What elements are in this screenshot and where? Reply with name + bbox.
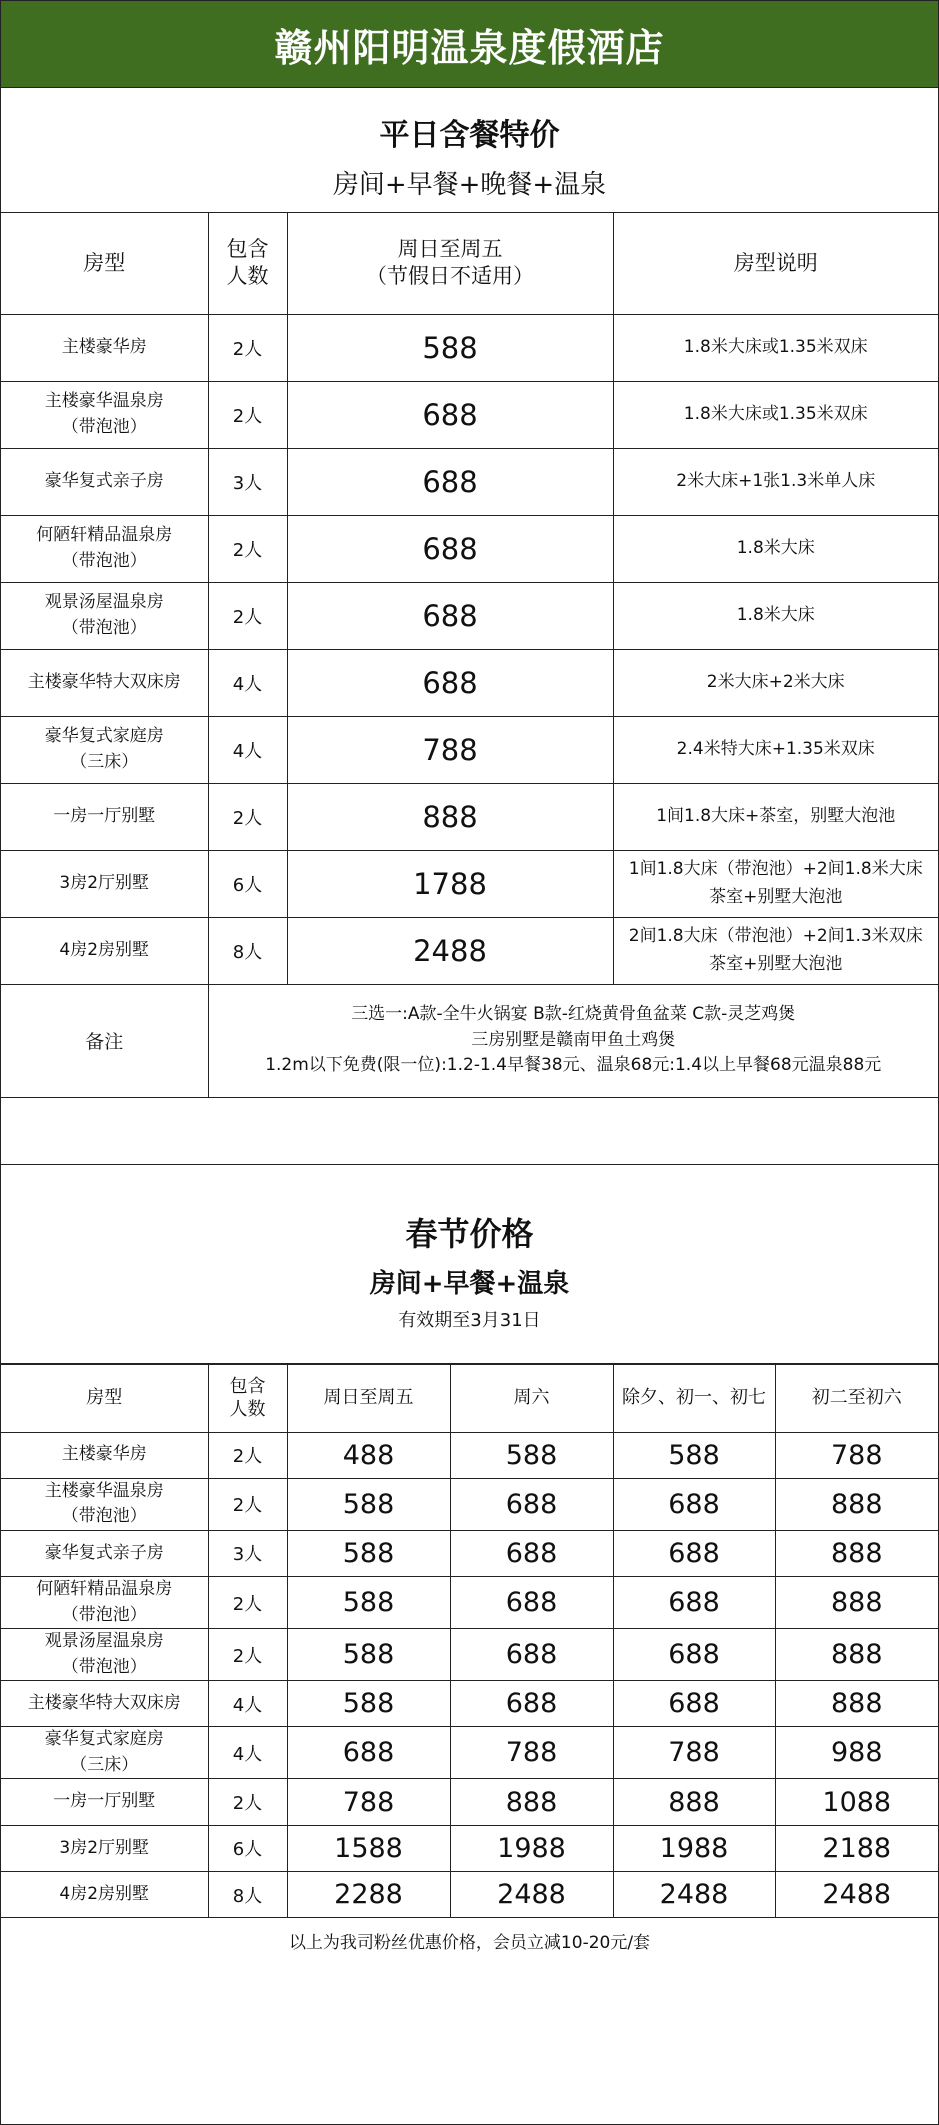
room-name bbox=[1, 381, 208, 448]
people-count: 2人 bbox=[208, 1779, 287, 1825]
spring-validity: 有效期至3月31日 bbox=[398, 1309, 541, 1331]
room-description bbox=[613, 917, 938, 984]
people-count: 2人 bbox=[208, 314, 287, 381]
room-name bbox=[1, 649, 208, 716]
room-name bbox=[1, 1871, 208, 1917]
price-day2-day6: 888 bbox=[775, 1629, 938, 1681]
header-people: 包含 人数 bbox=[208, 1364, 287, 1432]
description-line: 2.4米特大床+1.35米双床 bbox=[676, 738, 875, 759]
room-name-line: 何陋轩精品温泉房 bbox=[36, 1579, 173, 1600]
room-name bbox=[1, 783, 208, 850]
spring-room-row bbox=[1, 1681, 938, 1727]
weekday-price: 788 bbox=[287, 716, 613, 783]
room-name-note: （三床） bbox=[70, 1754, 139, 1775]
people-count: 2人 bbox=[208, 582, 287, 649]
header-sun-fri: 周日至周五 bbox=[287, 1364, 450, 1432]
price-saturday: 2488 bbox=[450, 1871, 613, 1917]
spring-room-row bbox=[1, 1432, 938, 1478]
room-description bbox=[613, 448, 938, 515]
price-sun-fri: 788 bbox=[287, 1779, 450, 1825]
description-line: 2米大床+2米大床 bbox=[706, 671, 845, 692]
spring-room-row bbox=[1, 1478, 938, 1530]
people-count: 6人 bbox=[208, 850, 287, 917]
price-eve-day1-day7: 1988 bbox=[613, 1825, 775, 1871]
people-count: 2人 bbox=[208, 381, 287, 448]
people-count: 4人 bbox=[208, 1727, 287, 1779]
room-name-line: 主楼豪华温泉房 bbox=[44, 1480, 164, 1501]
people-count: 2人 bbox=[208, 1577, 287, 1629]
room-name bbox=[1, 1681, 208, 1727]
price-day2-day6: 888 bbox=[775, 1577, 938, 1629]
notes-text bbox=[208, 984, 938, 1097]
footer-note-text: 以上为我司粉丝优惠价格，会员立减10-20元/套 bbox=[288, 1933, 651, 1954]
spring-room-row bbox=[1, 1871, 938, 1917]
price-sun-fri: 1588 bbox=[287, 1825, 450, 1871]
room-name-line: 3房2厅别墅 bbox=[59, 872, 150, 893]
room-name bbox=[1, 515, 208, 582]
header-room-description: 房型说明 bbox=[613, 213, 938, 314]
room-name bbox=[1, 1530, 208, 1576]
room-name bbox=[1, 1432, 208, 1478]
room-name-line: 3房2厅别墅 bbox=[59, 1837, 150, 1858]
people-count: 2人 bbox=[208, 1432, 287, 1478]
room-name-note: （带泡池） bbox=[61, 617, 147, 638]
price-saturday: 1988 bbox=[450, 1825, 613, 1871]
price-eve-day1-day7: 688 bbox=[613, 1629, 775, 1681]
description-line: 2米大床+1张1.3米单人床 bbox=[676, 470, 876, 491]
spring-room-row bbox=[1, 1727, 938, 1779]
price-day2-day6: 1088 bbox=[775, 1779, 938, 1825]
room-name-note: （带泡池） bbox=[61, 550, 147, 571]
room-name-note: （带泡池） bbox=[61, 1506, 147, 1527]
spring-table-header bbox=[1, 1364, 938, 1432]
room-name-line: 主楼豪华温泉房 bbox=[44, 391, 164, 411]
weekday-room-row bbox=[1, 917, 938, 984]
room-description bbox=[613, 649, 938, 716]
room-name bbox=[1, 850, 208, 917]
price-eve-day1-day7: 888 bbox=[613, 1779, 775, 1825]
spring-room-row bbox=[1, 1629, 938, 1681]
weekday-price: 588 bbox=[287, 314, 613, 381]
weekday-room-row bbox=[1, 850, 938, 917]
weekday-room-row bbox=[1, 649, 938, 716]
weekday-price: 688 bbox=[287, 381, 613, 448]
price-eve-day1-day7: 688 bbox=[613, 1681, 775, 1727]
room-name-line: 主楼豪华特大双床房 bbox=[27, 671, 181, 692]
weekday-room-row bbox=[1, 314, 938, 381]
weekday-room-row bbox=[1, 515, 938, 582]
description-line: 茶室+别墅大泡池 bbox=[709, 953, 843, 974]
room-description bbox=[613, 582, 938, 649]
room-name bbox=[1, 314, 208, 381]
price-sun-fri: 688 bbox=[287, 1727, 450, 1779]
room-name bbox=[1, 1727, 208, 1779]
people-count: 2人 bbox=[208, 1629, 287, 1681]
room-name bbox=[1, 582, 208, 649]
header-room-type: 房型 bbox=[1, 1364, 208, 1432]
room-name bbox=[1, 716, 208, 783]
room-name-note: （三床） bbox=[70, 751, 139, 772]
room-description bbox=[613, 850, 938, 917]
description-line: 1间1.8大床（带泡池）+2间1.8米大床 bbox=[628, 859, 923, 880]
weekday-room-row bbox=[1, 582, 938, 649]
weekday-section-title: 平日含餐特价 bbox=[379, 118, 560, 153]
note-line: 1.2m以下免费(限一位):1.2-1.4早餐38元、温泉68元:1.4以上早餐68元温泉88元 bbox=[265, 1055, 882, 1076]
description-line: 2间1.8大床（带泡池）+2间1.3米双床 bbox=[628, 926, 923, 947]
spring-room-row bbox=[1, 1779, 938, 1825]
room-name-line: 4房2房别墅 bbox=[59, 1883, 150, 1904]
weekday-price: 1788 bbox=[287, 850, 613, 917]
price-eve-day1-day7: 688 bbox=[613, 1530, 775, 1576]
spring-room-row bbox=[1, 1530, 938, 1576]
room-name bbox=[1, 917, 208, 984]
header-weekday-price: 周日至周五 （节假日不适用） bbox=[287, 213, 613, 314]
price-saturday: 888 bbox=[450, 1779, 613, 1825]
room-name-note: （带泡池） bbox=[61, 1656, 147, 1677]
footer-note bbox=[1, 1918, 938, 1963]
people-count: 3人 bbox=[208, 1530, 287, 1576]
price-day2-day6: 2488 bbox=[775, 1871, 938, 1917]
price-eve-day1-day7: 2488 bbox=[613, 1871, 775, 1917]
spring-section-subtitle: 房间+早餐+温泉 bbox=[369, 1268, 570, 1299]
price-sun-fri: 588 bbox=[287, 1530, 450, 1576]
price-sun-fri: 2288 bbox=[287, 1871, 450, 1917]
weekday-section-subtitle: 房间+早餐+晚餐+温泉 bbox=[332, 170, 607, 200]
spring-room-row bbox=[1, 1825, 938, 1871]
note-line: 三选一:A款-全牛火锅宴 B款-红烧黄骨鱼盆菜 C款-灵芝鸡煲 bbox=[351, 1004, 796, 1025]
weekday-price: 2488 bbox=[287, 917, 613, 984]
room-name-line: 豪华复式家庭房 bbox=[44, 1729, 164, 1750]
room-name bbox=[1, 1629, 208, 1681]
header-saturday: 周六 bbox=[450, 1364, 613, 1432]
notes-row bbox=[1, 984, 938, 1097]
price-saturday: 688 bbox=[450, 1478, 613, 1530]
room-name-note: （带泡池） bbox=[61, 1604, 147, 1625]
room-name bbox=[1, 1478, 208, 1530]
room-description bbox=[613, 381, 938, 448]
weekday-room-row bbox=[1, 448, 938, 515]
price-saturday: 688 bbox=[450, 1530, 613, 1576]
price-eve-day1-day7: 588 bbox=[613, 1432, 775, 1478]
weekday-price: 688 bbox=[287, 448, 613, 515]
notes-label: 备注 bbox=[1, 984, 208, 1097]
room-name-line: 观景汤屋温泉房 bbox=[44, 592, 164, 612]
weekday-table-header bbox=[1, 213, 938, 314]
header-room-type: 房型 bbox=[1, 213, 208, 314]
price-sun-fri: 588 bbox=[287, 1681, 450, 1727]
price-saturday: 688 bbox=[450, 1629, 613, 1681]
people-count: 2人 bbox=[208, 783, 287, 850]
room-name-line: 一房一厅别墅 bbox=[53, 805, 156, 826]
price-saturday: 788 bbox=[450, 1727, 613, 1779]
description-line: 1.8米大床 bbox=[736, 604, 815, 625]
room-name bbox=[1, 448, 208, 515]
weekday-price: 688 bbox=[287, 582, 613, 649]
people-count: 8人 bbox=[208, 1871, 287, 1917]
room-description bbox=[613, 783, 938, 850]
weekday-price: 688 bbox=[287, 515, 613, 582]
spring-section-header bbox=[1, 1165, 938, 1364]
weekday-price-table bbox=[1, 213, 938, 1098]
weekday-room-row bbox=[1, 381, 938, 448]
price-sun-fri: 588 bbox=[287, 1577, 450, 1629]
room-name bbox=[1, 1577, 208, 1629]
room-name-line: 主楼豪华房 bbox=[61, 1444, 147, 1465]
room-name-line: 豪华复式亲子房 bbox=[44, 1542, 164, 1563]
weekday-price: 688 bbox=[287, 649, 613, 716]
description-line: 茶室+别墅大泡池 bbox=[709, 886, 843, 907]
price-day2-day6: 888 bbox=[775, 1530, 938, 1576]
price-eve-day1-day7: 688 bbox=[613, 1478, 775, 1530]
room-description bbox=[613, 515, 938, 582]
description-line: 1间1.8大床+茶室，别墅大泡池 bbox=[656, 805, 896, 826]
price-eve-day1-day7: 688 bbox=[613, 1577, 775, 1629]
price-saturday: 688 bbox=[450, 1577, 613, 1629]
room-name bbox=[1, 1825, 208, 1871]
room-name-line: 观景汤屋温泉房 bbox=[44, 1631, 164, 1652]
price-eve-day1-day7: 788 bbox=[613, 1727, 775, 1779]
people-count: 2人 bbox=[208, 1478, 287, 1530]
weekday-price: 888 bbox=[287, 783, 613, 850]
weekday-room-row bbox=[1, 783, 938, 850]
price-day2-day6: 888 bbox=[775, 1681, 938, 1727]
people-count: 4人 bbox=[208, 649, 287, 716]
spring-room-row bbox=[1, 1577, 938, 1629]
room-description bbox=[613, 716, 938, 783]
price-sun-fri: 588 bbox=[287, 1629, 450, 1681]
room-name-line: 何陋轩精品温泉房 bbox=[36, 525, 173, 545]
header-eve-day1-day7: 除夕、初一、初七 bbox=[613, 1364, 775, 1432]
people-count: 8人 bbox=[208, 917, 287, 984]
price-saturday: 688 bbox=[450, 1681, 613, 1727]
people-count: 3人 bbox=[208, 448, 287, 515]
price-sun-fri: 588 bbox=[287, 1478, 450, 1530]
section-spacer bbox=[1, 1098, 938, 1165]
room-name-note: （带泡池） bbox=[61, 416, 147, 437]
weekday-section-header bbox=[1, 88, 938, 213]
weekday-room-row bbox=[1, 716, 938, 783]
room-name bbox=[1, 1779, 208, 1825]
spring-price-table bbox=[1, 1364, 938, 1919]
description-line: 1.8米大床或1.35米双床 bbox=[683, 336, 868, 357]
description-line: 1.8米大床 bbox=[736, 537, 815, 558]
header-day2-day6: 初二至初六 bbox=[775, 1364, 938, 1432]
people-count: 6人 bbox=[208, 1825, 287, 1871]
price-saturday: 588 bbox=[450, 1432, 613, 1478]
price-day2-day6: 988 bbox=[775, 1727, 938, 1779]
description-line: 1.8米大床或1.35米双床 bbox=[683, 403, 868, 424]
room-description bbox=[613, 314, 938, 381]
price-day2-day6: 2188 bbox=[775, 1825, 938, 1871]
room-name-line: 豪华复式家庭房 bbox=[44, 726, 164, 746]
price-sun-fri: 488 bbox=[287, 1432, 450, 1478]
price-day2-day6: 788 bbox=[775, 1432, 938, 1478]
room-name-line: 4房2房别墅 bbox=[59, 939, 150, 960]
room-name-line: 一房一厅别墅 bbox=[53, 1791, 156, 1812]
note-line: 三房别墅是赣南甲鱼土鸡煲 bbox=[471, 1029, 676, 1050]
header-people: 包含 人数 bbox=[208, 213, 287, 314]
room-name-line: 主楼豪华房 bbox=[61, 336, 147, 357]
people-count: 4人 bbox=[208, 1681, 287, 1727]
room-name-line: 豪华复式亲子房 bbox=[44, 470, 164, 491]
price-day2-day6: 888 bbox=[775, 1478, 938, 1530]
room-name-line: 主楼豪华特大双床房 bbox=[27, 1692, 181, 1713]
hotel-title: 赣州阳明温泉度假酒店 bbox=[274, 25, 665, 70]
people-count: 2人 bbox=[208, 515, 287, 582]
hotel-title-banner bbox=[1, 1, 938, 88]
spring-section-title: 春节价格 bbox=[405, 1214, 534, 1253]
people-count: 4人 bbox=[208, 716, 287, 783]
